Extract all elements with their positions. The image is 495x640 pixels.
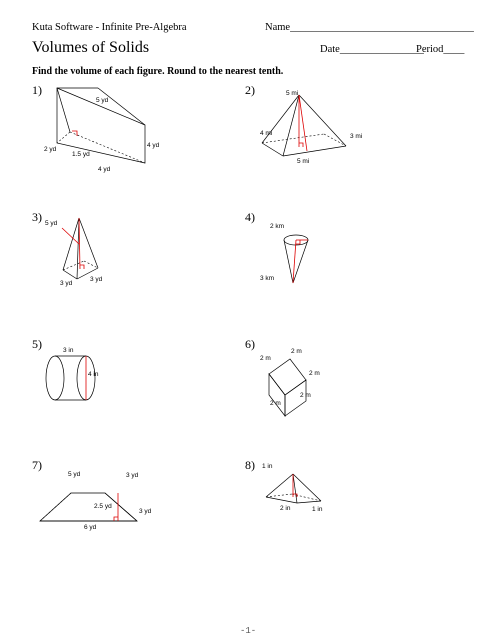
- name-line: ___________________________________: [290, 22, 474, 33]
- dimension-label: 1 in: [262, 463, 273, 470]
- dimension-label: 1.5 yd: [72, 151, 90, 158]
- dimension-label: 5 yd: [96, 97, 109, 104]
- dimension-label: 2 m: [291, 348, 302, 355]
- dimension-label: 4 yd: [98, 166, 111, 173]
- problem-number: 6): [245, 337, 255, 351]
- dimension-label: 3 yd: [139, 508, 152, 515]
- dimension-label: 3 yd: [60, 280, 73, 287]
- dimension-label: 2.5 yd: [94, 503, 112, 510]
- dimension-label: 4 in: [88, 371, 99, 378]
- dimension-label: 2 yd: [44, 146, 57, 153]
- dimension-label: 5 yd: [68, 471, 81, 478]
- period-line: ____: [443, 44, 465, 55]
- problem-number: 7): [32, 458, 42, 472]
- dimension-label: 5 mi: [286, 90, 299, 97]
- dimension-label: 4 mi: [260, 130, 273, 137]
- dimension-label: 4 yd: [147, 142, 160, 149]
- dimension-label: 5 yd: [45, 220, 58, 227]
- name-label: Name: [265, 22, 291, 33]
- dimension-label: 3 mi: [350, 133, 363, 140]
- dimension-label: 3 yd: [90, 276, 103, 283]
- dimension-label: 2 m: [309, 370, 320, 377]
- page-number: -1-: [240, 626, 257, 636]
- period-label: Period: [416, 44, 444, 55]
- date-line: ________________: [339, 44, 424, 55]
- dimension-label: 3 km: [260, 275, 275, 282]
- publisher: Kuta Software - Infinite Pre-Algebra: [32, 22, 187, 33]
- dimension-label: 3 yd: [126, 472, 139, 479]
- problem-number: 4): [245, 210, 255, 224]
- problem-number: 2): [245, 83, 255, 97]
- dimension-label: 2 m: [270, 400, 281, 407]
- dimension-label: 6 yd: [84, 524, 97, 531]
- date-label: Date: [320, 44, 340, 55]
- instructions: Find the volume of each figure. Round to the nearest tenth.: [32, 66, 284, 77]
- page-title: Volumes of Solids: [32, 39, 150, 56]
- dimension-label: 3 in: [63, 347, 74, 354]
- dimension-label: 2 in: [280, 505, 291, 512]
- problem-number: 3): [32, 210, 42, 224]
- dimension-label: 1 in: [312, 506, 323, 513]
- dimension-label: 5 mi: [297, 158, 310, 165]
- problem-number: 1): [32, 83, 42, 97]
- dimension-label: 2 km: [270, 223, 285, 230]
- dimension-label: 2 m: [300, 392, 311, 399]
- problem-number: 5): [32, 337, 42, 351]
- problem-number: 8): [245, 458, 255, 472]
- dimension-label: 2 m: [260, 355, 271, 362]
